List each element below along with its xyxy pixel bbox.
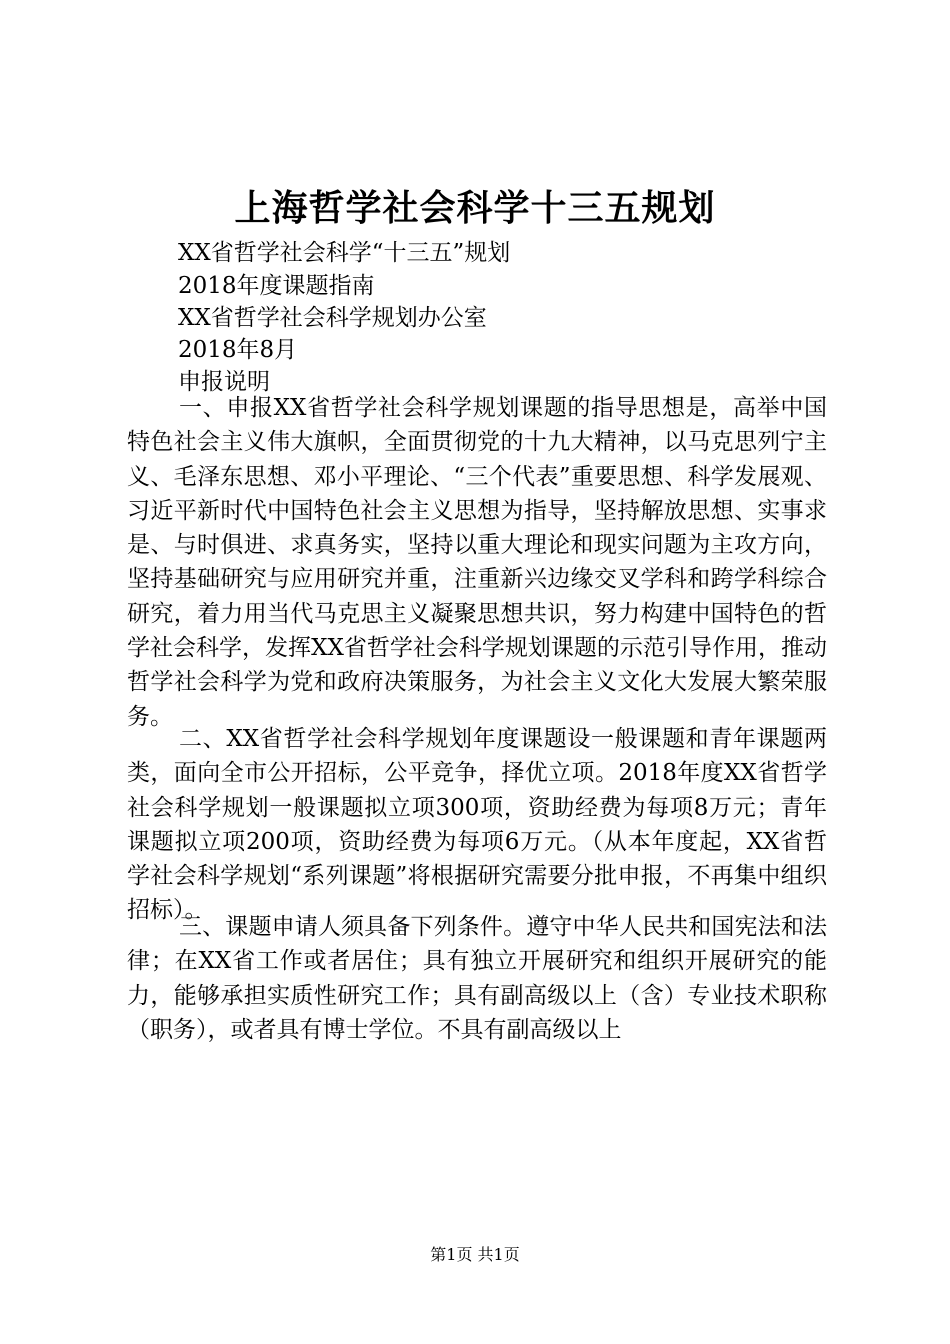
paragraph-project-categories: 二、XX省哲学社会科学规划年度课题设一般课题和青年课题两类，面向全市公开招标，公平竞争，择优立项。2018年度XX省哲学社会科学规划一般课题拟立项300项，资助经费为每项8万元；青年课题拟立项200项，资助经费为每项6万元。（从本年度起，XX省哲学社会科学规划“系列课题”将根据研究需要分批申报，不再集中组织招标）。 — [127, 726, 827, 924]
header-line-date: 2018年8月 — [178, 337, 298, 363]
page-footer: 第1页 共1页 — [430, 1245, 520, 1264]
paragraph-applicant-conditions: 三、课题申请人须具备下列条件。遵守中华人民共和国宪法和法律；在XX省工作或者居住；具有独立开展研究和组织开展研究的能力，能够承担实质性研究工作；具有副高级以上（含）专业技术职称（职务），或者具有博士学位。不具有副高级以上 — [127, 914, 827, 1043]
header-line-section-heading: 申报说明 — [178, 369, 270, 395]
header-line-guide-year: 2018年度课题指南 — [178, 273, 375, 299]
document-title: 上海哲学社会科学十三五规划 — [234, 187, 716, 229]
paragraph-guiding-ideology: 一、申报XX省哲学社会科学规划课题的指导思想是，高举中国特色社会主义伟大旗帜，全面贯彻党的十九大精神，以马克思列宁主义、毛泽东思想、邓小平理论、“三个代表”重要思想、科学发展观、习近平新时代中国特色社会主义思想为指导，坚持解放思想、实事求是、与时俱进、求真务实，坚持以重大理论和现实问题为主攻方向，坚持基础研究与应用研究并重，注重新兴边缘交叉学科和跨学科综合研究，着力用当代马克思主义凝聚思想共识，努力构建中国特色的哲学社会科学，发挥XX省哲学社会科学规划课题的示范引导作用，推动哲学社会科学为党和政府决策服务，为社会主义文化大发展大繁荣服务。 — [127, 395, 827, 730]
header-line-office: XX省哲学社会科学规划办公室 — [178, 305, 487, 331]
header-line-province-plan: XX省哲学社会科学“十三五”规划 — [178, 240, 511, 266]
